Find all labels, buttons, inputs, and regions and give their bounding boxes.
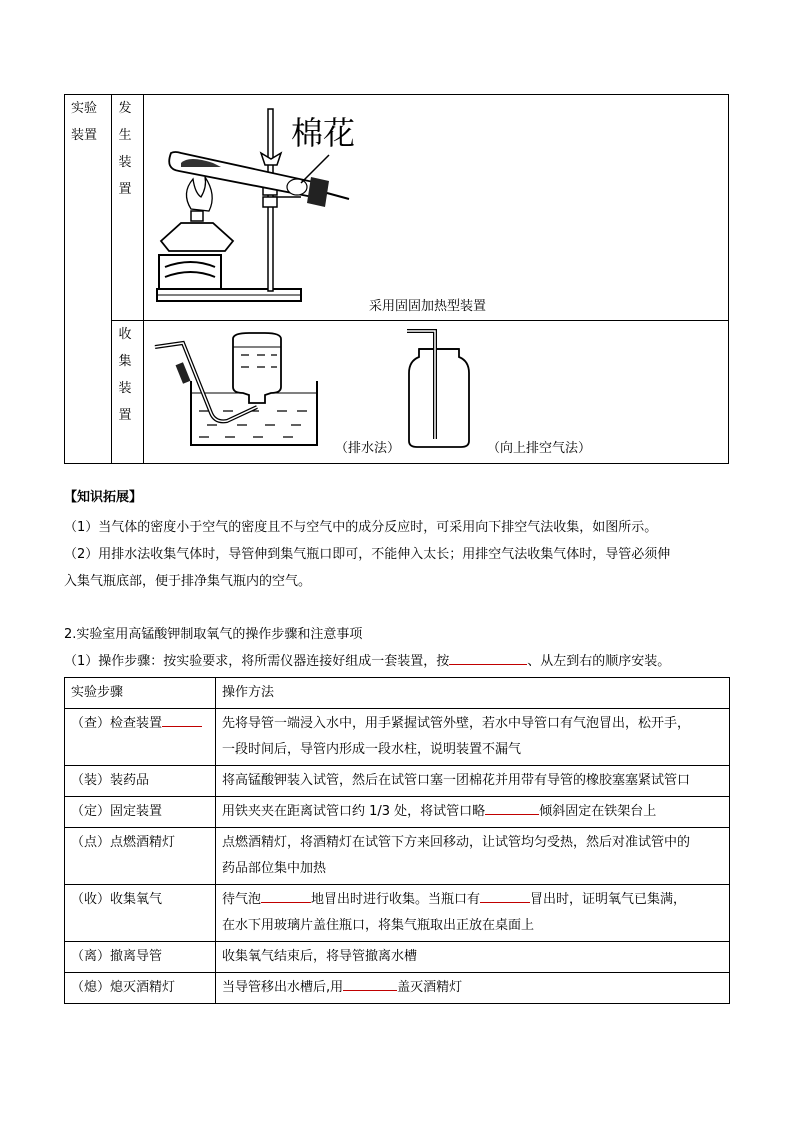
air-displacement-figure (405, 327, 475, 449)
step-cell: （定）固定装置 (65, 797, 216, 828)
step-cell: （装）装药品 (65, 766, 216, 797)
label-char: 装 (118, 381, 132, 396)
method-text: 盖灭酒精灯 (397, 980, 463, 995)
water-displacement-figure (153, 331, 333, 451)
answer-blank[interactable] (480, 888, 530, 903)
label-char: 置 (118, 182, 132, 197)
steps-table (64, 677, 730, 1004)
step1-text: 、从左到右的顺序安装。 (527, 654, 671, 669)
method-cell (216, 885, 730, 942)
step-cell: （点）点燃酒精灯 (65, 828, 216, 885)
row-label-line: 装置 (71, 128, 98, 143)
table-row (65, 766, 730, 797)
answer-blank[interactable] (343, 976, 397, 991)
step-cell: （收）收集氧气 (65, 885, 216, 942)
table-header-row (65, 678, 730, 709)
answer-blank[interactable] (162, 712, 202, 727)
method-line: 在水下用玻璃片盖住瓶口，将集气瓶取出正放在桌面上 (222, 918, 535, 933)
method-line: 将高锰酸钾装入试管，然后在试管口塞一团棉花并用带有导管的橡胶塞塞紧试管口 (222, 773, 691, 788)
method-line: 药品部位集中加热 (222, 861, 327, 876)
label-char: 生 (118, 128, 132, 143)
table-row (65, 973, 730, 1004)
table-row (65, 942, 730, 973)
method-line: 一段时间后，导管内形成一段水柱，说明装置不漏气 (222, 742, 522, 757)
table-divider (111, 320, 728, 321)
method-line (222, 887, 723, 913)
method-text: 当导管移出水槽后,用 (222, 980, 344, 995)
method-cell (216, 942, 730, 973)
collection-label (115, 321, 135, 429)
step1-instruction (64, 648, 730, 675)
apparatus-table (64, 94, 729, 464)
method-cell (216, 828, 730, 885)
knowledge-heading: 【知识拓展】 (64, 490, 143, 505)
step1-text: （1）操作步骤：按实验要求，将所需仪器连接好组成一套装置，按 (64, 654, 450, 669)
method-cell (216, 973, 730, 1004)
header-cell: 实验步骤 (65, 678, 216, 709)
method-cell (216, 766, 730, 797)
step-cell: （离）撤离导管 (65, 942, 216, 973)
row-label (71, 95, 107, 149)
method-text: 冒出时，证明氧气已集满， (530, 892, 687, 907)
label-char: 装 (118, 155, 132, 170)
step-label: （查）检查装置 (71, 716, 163, 731)
cotton-label: 棉花 (291, 114, 356, 152)
method-text: 待气泡 (222, 892, 262, 907)
section-title: 2.实验室用高锰酸钾制取氧气的操作步骤和注意事项 (64, 627, 363, 642)
air-method-caption: （向上排空气法） (487, 441, 592, 456)
generation-caption: 采用固固加热型装置 (369, 299, 487, 314)
generation-label (115, 95, 135, 203)
table-divider (111, 95, 112, 463)
method-text: 用铁夹夹在距离试管口约 1/3 处，将试管口略 (222, 804, 486, 819)
answer-blank[interactable] (449, 650, 527, 665)
label-char: 置 (118, 408, 132, 423)
table-row (65, 828, 730, 885)
table-row (65, 709, 730, 766)
water-method-caption: （排水法） (335, 441, 401, 456)
header-cell: 操作方法 (216, 678, 730, 709)
answer-blank[interactable] (261, 888, 311, 903)
step-cell (65, 709, 216, 766)
method-line: 先将导管一端浸入水中，用手紧握试管外壁，若水中导管口有气泡冒出，松开手， (222, 716, 691, 731)
method-cell (216, 797, 730, 828)
method-text: 地冒出时进行收集。当瓶口有 (311, 892, 481, 907)
table-row (65, 797, 730, 828)
method-text: 倾斜固定在铁架台上 (539, 804, 657, 819)
answer-blank[interactable] (485, 800, 539, 815)
label-char: 发 (118, 101, 132, 116)
row-label-line: 实验 (71, 101, 98, 116)
method-line: 收集氧气结束后，将导管撤离水槽 (222, 949, 418, 964)
knowledge-point: 入集气瓶底部，便于排净集气瓶内的空气。 (64, 574, 312, 589)
label-char: 收 (118, 327, 132, 342)
method-line: 点燃酒精灯，将酒精灯在试管下方来回移动，让试管均匀受热，然后对准试管中的 (222, 835, 691, 850)
label-char: 集 (118, 354, 132, 369)
knowledge-point: （1）当气体的密度小于空气的密度且不与空气中的成分反应时，可采用向下排空气法收集，如图所示。 (64, 520, 658, 535)
table-row (65, 885, 730, 942)
method-cell (216, 709, 730, 766)
cotton-pointer-line (295, 153, 335, 187)
table-divider (143, 95, 144, 463)
knowledge-point: （2）用排水法收集气体时，导管伸到集气瓶口即可，不能伸入太长；用排空气法收集气体时，导管必须伸 (64, 547, 671, 562)
step-cell: （熄）熄灭酒精灯 (65, 973, 216, 1004)
